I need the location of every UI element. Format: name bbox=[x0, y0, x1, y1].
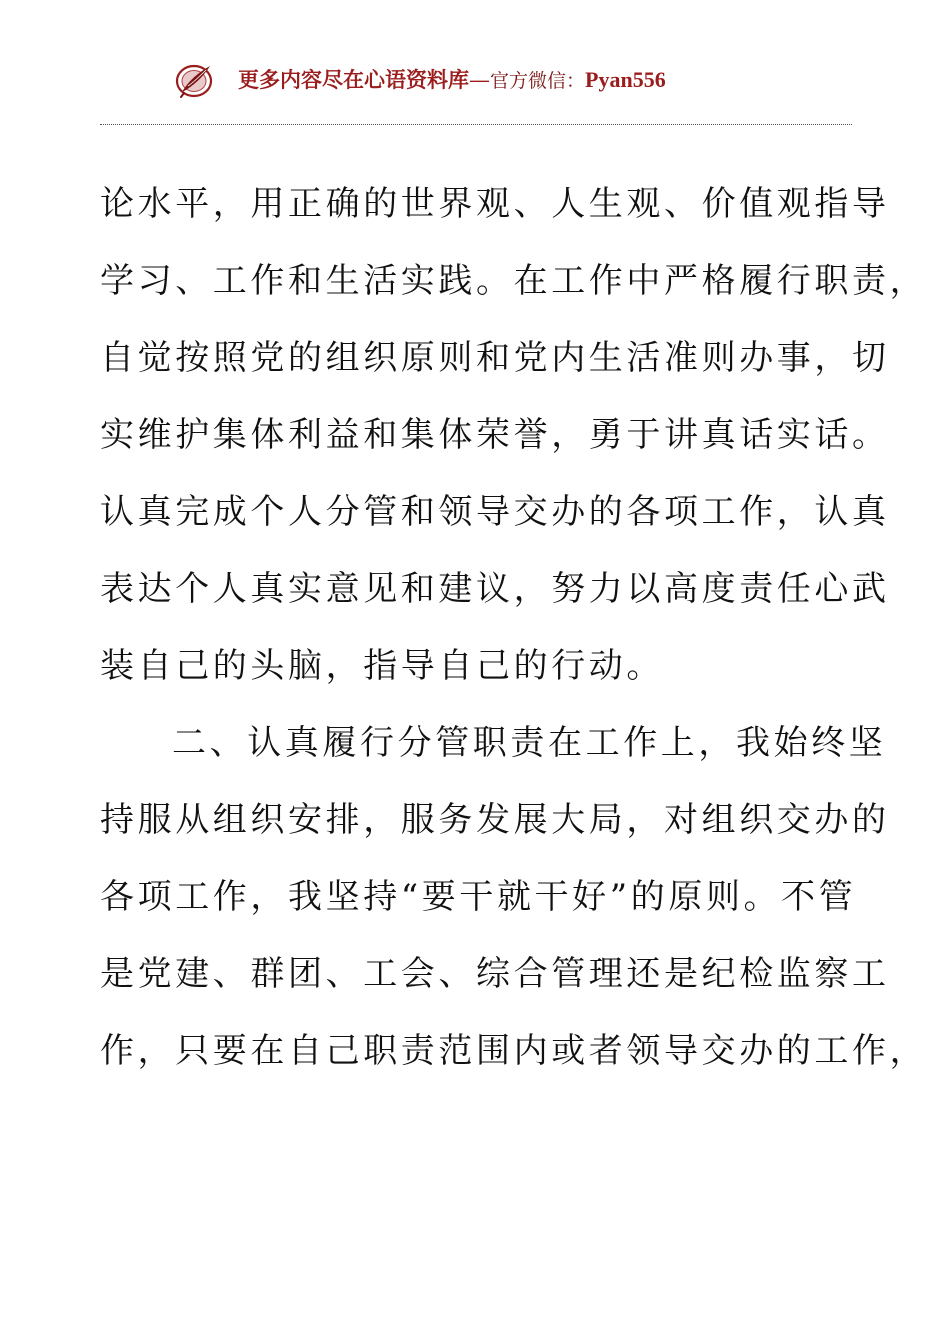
text-line: 论水平，用正确的世界观、人生观、价值观指导 bbox=[100, 184, 890, 224]
text-line: 认真完成个人分管和领导交办的各项工作，认真 bbox=[100, 492, 890, 532]
text-line: 是党建、群团、工会、综合管理还是纪检监察工 bbox=[100, 954, 890, 994]
wechat-label: 官方微信： bbox=[490, 70, 586, 92]
document-body bbox=[100, 166, 928, 1090]
section-heading-line: 二、认真履行分管职责在工作上，我始终坚 bbox=[172, 723, 887, 763]
text-line: 表达个人真实意见和建议，努力以高度责任心武 bbox=[100, 569, 890, 609]
text-line: 持服从组织安排，服务发展大局，对组织交办的 bbox=[100, 800, 890, 840]
header-banner bbox=[238, 66, 666, 95]
text-line: 各项工作，我坚持“要干就干好”的原则。不管 bbox=[100, 877, 857, 917]
header-separator: — bbox=[469, 68, 490, 92]
header-divider bbox=[100, 124, 852, 125]
page-header bbox=[0, 58, 950, 104]
header-title: 更多内容尽在心语资料库 bbox=[238, 67, 469, 92]
text-line: 实维护集体利益和集体荣誉，勇于讲真话实话。 bbox=[100, 415, 890, 455]
text-line: 自觉按照党的组织原则和党内生活准则办事，切 bbox=[100, 338, 890, 378]
quill-pen-logo-icon bbox=[172, 60, 216, 100]
text-line: 学习、工作和生活实践。在工作中严格履行职责， bbox=[100, 261, 928, 301]
text-line: 装自己的头脑，指导自己的行动。 bbox=[100, 646, 664, 686]
wechat-id: Pyan556 bbox=[585, 67, 666, 92]
text-line: 作，只要在自己职责范围内或者领导交办的工作， bbox=[100, 1031, 928, 1071]
